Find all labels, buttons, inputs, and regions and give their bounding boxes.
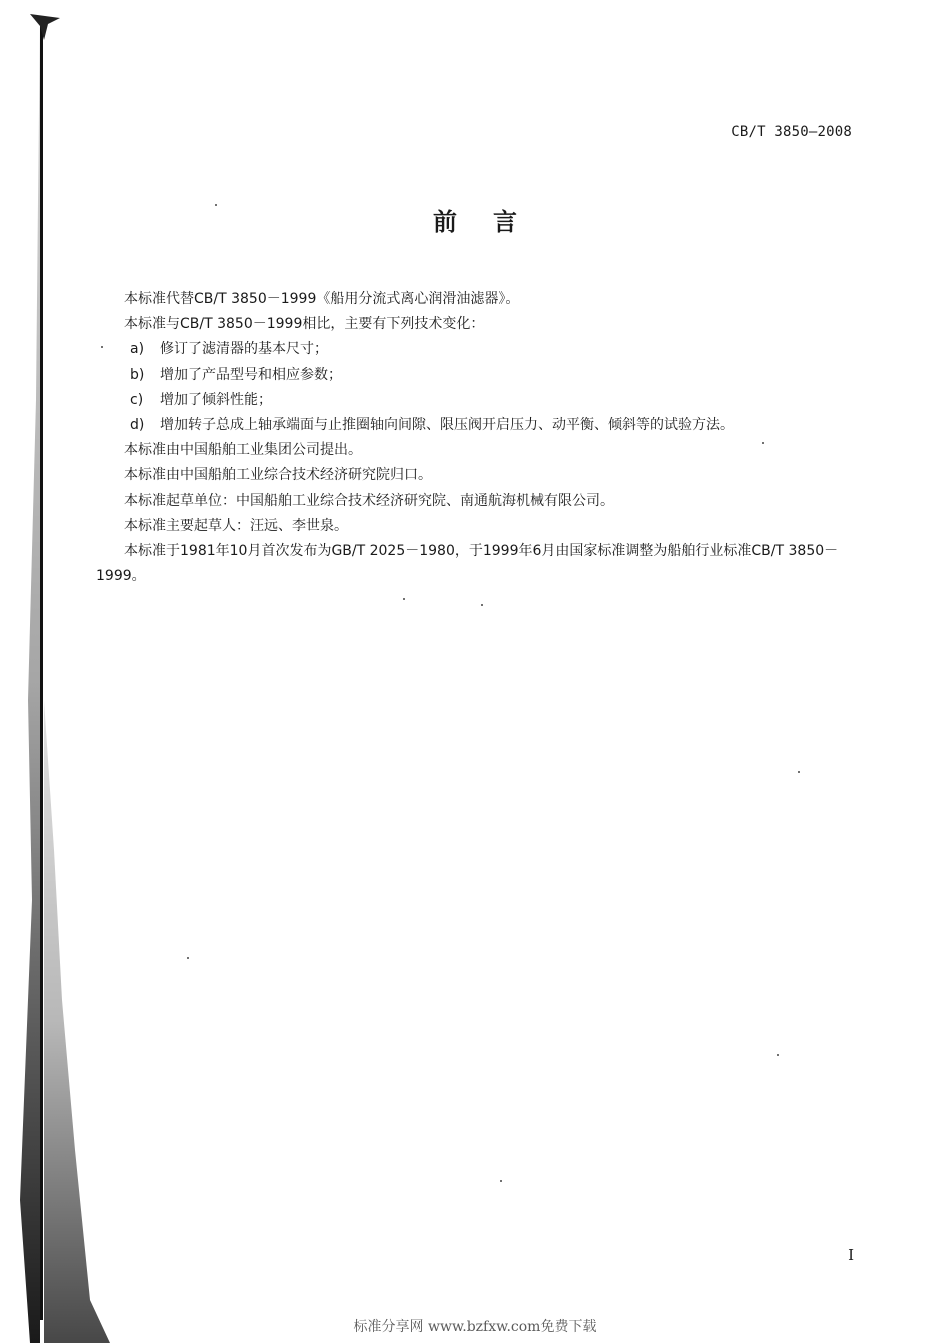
- scan-speck: [762, 442, 764, 444]
- list-marker: d): [130, 417, 145, 434]
- standard-code: CB/T 3850—2008: [731, 124, 852, 140]
- foreword-body: [96, 287, 866, 589]
- footer-watermark: 标准分享网 www.bzfxw.com免费下载: [353, 1319, 597, 1335]
- scan-speck: [403, 598, 405, 600]
- paragraph: 本标准起草单位：中国船舶工业综合技术经济研究院、南通航海机械有限公司。: [124, 492, 614, 509]
- list-marker: b): [130, 366, 145, 383]
- scan-speck: [777, 1054, 779, 1056]
- scan-speck: [798, 771, 800, 773]
- list-item-text: 增加了产品型号和相应参数；: [160, 366, 342, 383]
- paragraph: 本标准主要起草人：汪远、李世泉。: [124, 517, 348, 534]
- list-item: [96, 413, 866, 438]
- list-item: [96, 388, 866, 413]
- list-marker: a): [130, 341, 145, 358]
- page-number: I: [848, 1246, 854, 1264]
- changes-list: [96, 337, 866, 438]
- scan-speck: [215, 204, 217, 206]
- paragraph: 本标准代替CB/T 3850－1999《船用分流式离心润滑油滤器》。: [124, 291, 520, 307]
- scan-speck: [187, 957, 189, 959]
- page-title: 前言: [433, 208, 553, 236]
- list-item-text: 增加了倾斜性能；: [160, 391, 272, 408]
- list-item-text: 修订了滤清器的基本尺寸；: [160, 341, 328, 358]
- paragraph: 本标准与CB/T 3850－1999相比，主要有下列技术变化：: [124, 316, 485, 333]
- scan-speck: [500, 1180, 502, 1182]
- list-item-text: 增加转子总成上轴承端面与止推圈轴向间隙、限压阀开启压力、动平衡、倾斜等的试验方法。: [160, 417, 734, 434]
- list-item: [96, 337, 866, 362]
- scan-speck: [101, 346, 103, 348]
- list-marker: c): [130, 391, 144, 408]
- list-item: [96, 363, 866, 388]
- paragraph: 本标准于1981年10月首次发布为GB/T 2025－1980，于1999年6月由国家标准调整为船舶行业标准CB/T 3850－1999。: [96, 543, 839, 585]
- paragraph: 本标准由中国船舶工业综合技术经济研究院归口。: [124, 467, 432, 484]
- scan-speck: [481, 604, 483, 606]
- paragraph: 本标准由中国船舶工业集团公司提出。: [124, 442, 362, 459]
